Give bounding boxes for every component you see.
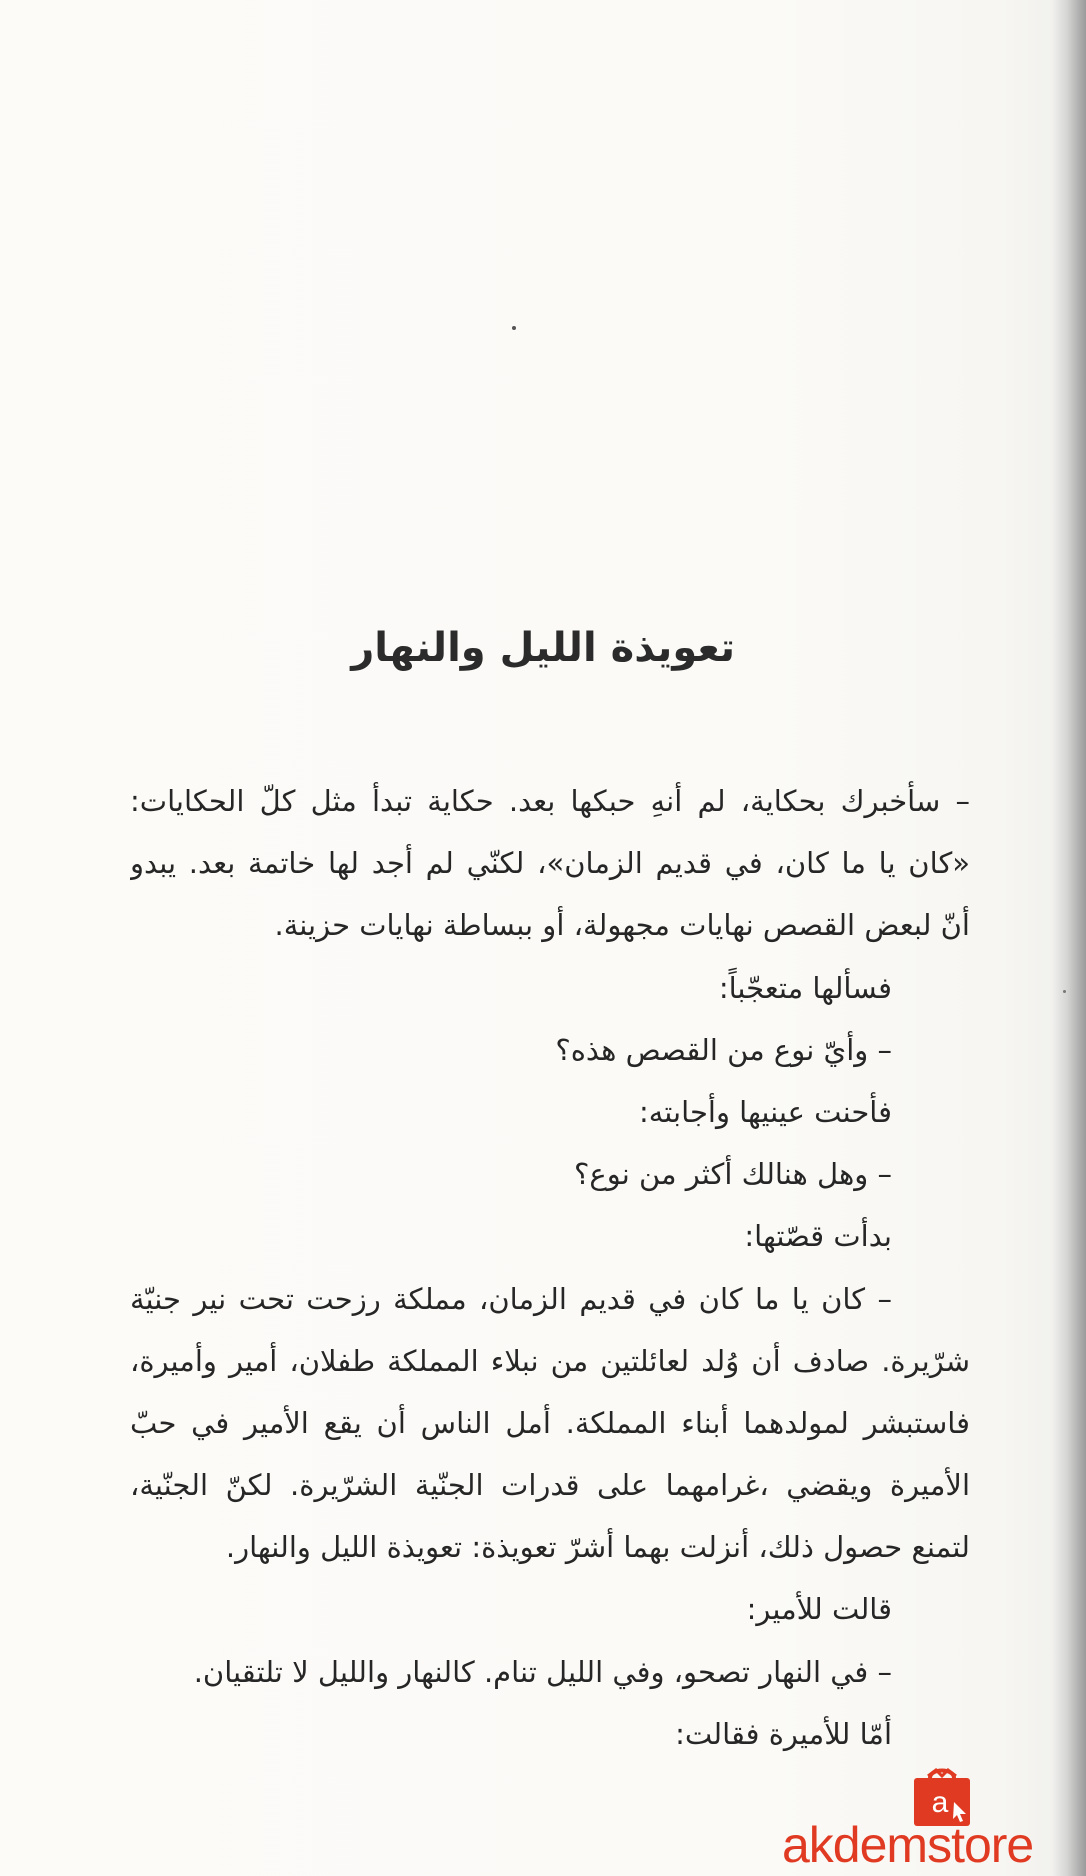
text-line: – في النهار تصحو، وفي الليل تنام. كالنهار والليل لا تلتقيان.: [193, 1654, 892, 1689]
text-line: بدأت قصّتها:: [744, 1219, 892, 1254]
ink-speck: [1063, 990, 1066, 993]
story-text: [130, 770, 970, 1765]
text-line: فسألها متعجّباً:: [718, 970, 892, 1005]
text-line: – وأيّ نوع من القصص هذه؟: [555, 1032, 892, 1067]
page-gutter-shadow: [1052, 0, 1086, 1876]
text-line: – سأخبرك بحكاية، لم أنهِ حبكها بعد. حكاية تبدأ مثل كلّ الحكايات:: [130, 784, 970, 818]
text-line: أمّا للأميرة فقالت:: [675, 1716, 892, 1751]
text-line: «كان يا ما كان، في قديم الزمان»، لكنّي لم أجد لها خاتمة بعد. يبدو: [130, 846, 970, 881]
text-line: فأحنت عينيها وأجابته:: [638, 1094, 892, 1129]
text-line: فاستبشر لمولدهما أبناء المملكة. أمل الناس أن يقع الأمير في حبّ: [130, 1405, 970, 1440]
text-line: شرّيرة. صادف أن وُلد لعائلتين من نبلاء المملكة طفلان، أمير وأميرة،: [130, 1343, 970, 1378]
store-logo: [782, 1766, 1082, 1872]
logo-icon-letter: a: [931, 1786, 949, 1819]
logo-text: akdemstore: [782, 1817, 1034, 1873]
text-line: لتمنع حصول ذلك، أنزلت بهما أشرّ تعويذة: تعويذة الليل والنهار.: [225, 1530, 970, 1565]
text-line: قالت للأمير:: [746, 1592, 892, 1627]
chapter-title: تعويذة الليل والنهار: [351, 625, 735, 671]
text-line: – كان يا ما كان في قديم الزمان، مملكة رزحت تحت نير جنيّة: [130, 1281, 892, 1316]
text-line: أنّ لبعض القصص نهايات مجهولة، أو ببساطة نهايات حزينة.: [274, 908, 970, 943]
text-line: الأميرة ويقضي ،غرامهما على قدرات الجنّية الشرّيرة. لكنّ الجنّية،: [130, 1468, 970, 1503]
ink-speck: [512, 326, 516, 330]
text-line: – وهل هنالك أكثر من نوع؟: [574, 1157, 892, 1192]
